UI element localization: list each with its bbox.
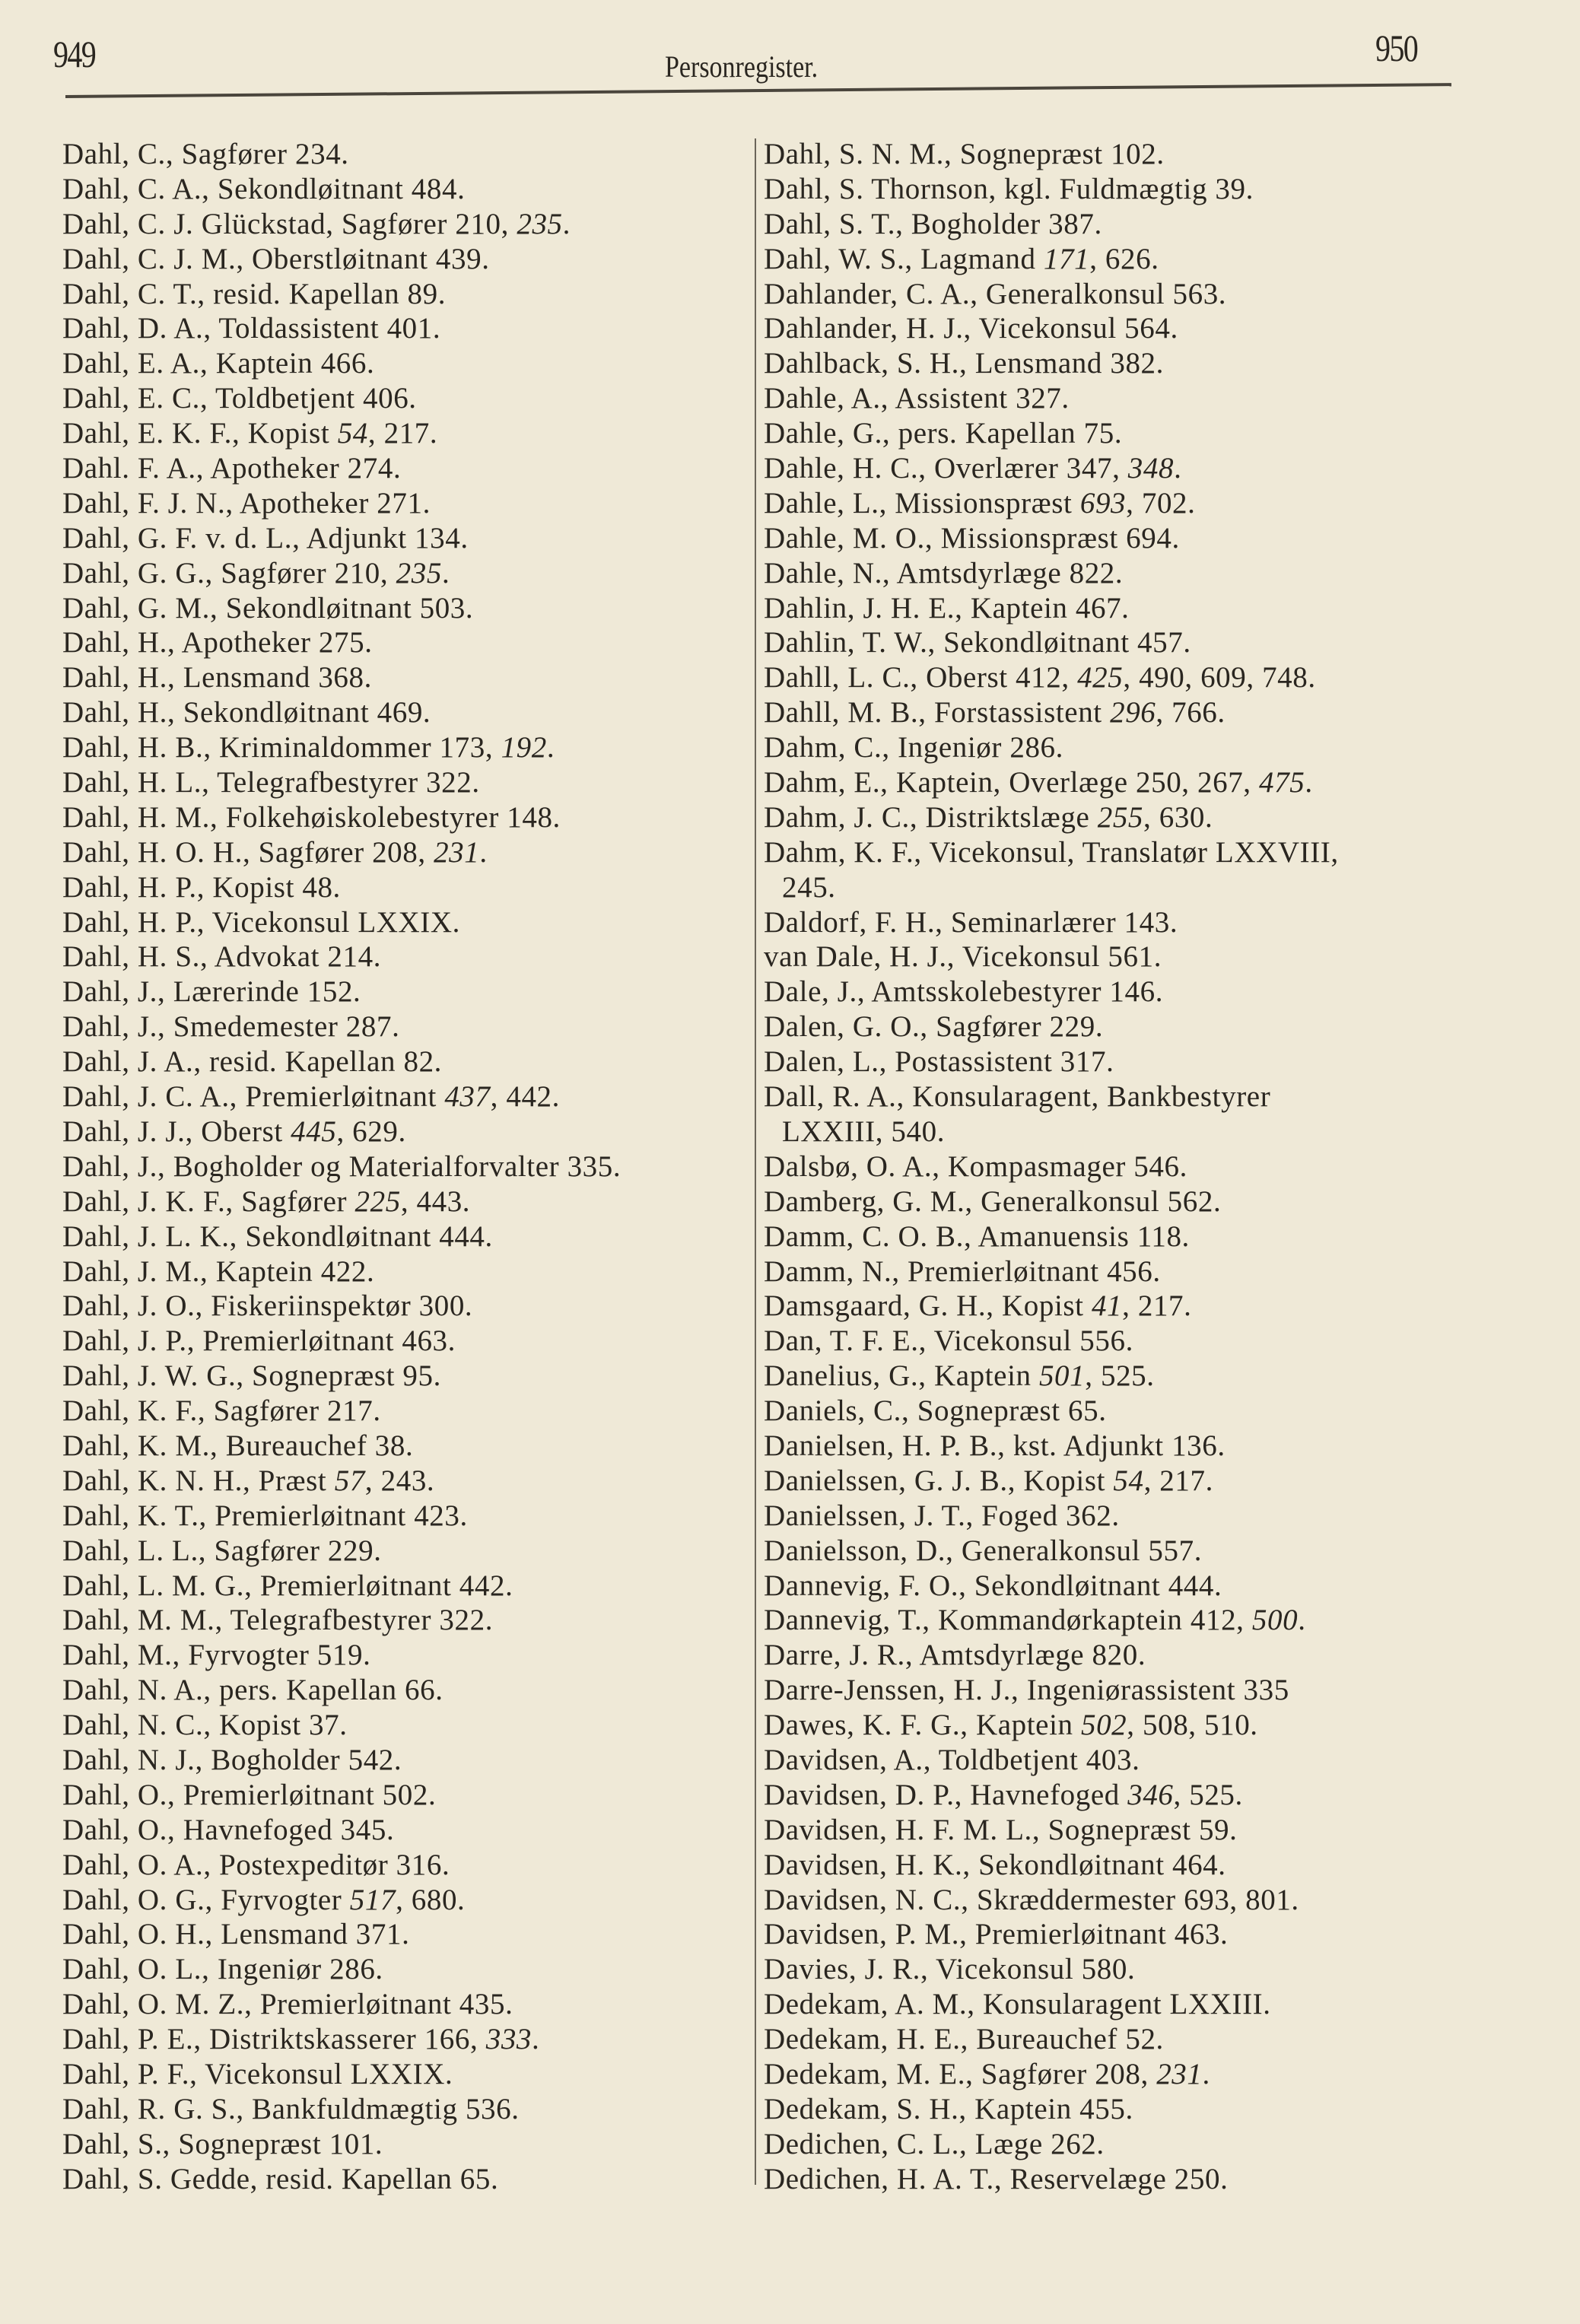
register-entry (764, 1394, 1540, 1429)
register-entry (62, 1429, 747, 1464)
entry-text: Dahm, E., Kaptein, Overlæge 250, 267, (764, 766, 1260, 800)
register-entry (62, 1184, 747, 1219)
register-entry (62, 451, 747, 486)
entry-text: Davidsen, P. M., Premierløitnant 463. (764, 1918, 1229, 1951)
register-entry (62, 625, 747, 660)
register-entry (62, 1219, 747, 1254)
register-entry (62, 1708, 747, 1743)
register-entry (62, 207, 747, 242)
entry-italic-page-ref: 348 (1127, 452, 1175, 485)
entry-text: Dahl, H. S., Advokat 214. (62, 940, 382, 974)
entry-text: Dahlin, J. H. E., Kaptein 467. (764, 591, 1130, 625)
entry-text: Dahll, L. C., Oberst 412, (764, 661, 1078, 695)
register-entry (764, 1464, 1540, 1499)
entry-text: Dahm, J. C., Distriktslæge (764, 800, 1098, 834)
register-entry (62, 939, 747, 974)
register-entry (62, 277, 747, 312)
entry-text: Dahl, N. A., pers. Kapellan 66. (62, 1674, 443, 1707)
entry-text: Dahl, H. O. H., Sagfører 208, (62, 835, 434, 869)
column-divider (755, 138, 756, 2185)
register-entry (764, 1324, 1540, 1359)
entry-text: van Dale, H. J., Vicekonsul 561. (764, 940, 1162, 974)
entry-text: . (532, 2023, 540, 2056)
register-entry (62, 660, 747, 695)
register-entry (764, 1009, 1540, 1044)
entry-text: . (1305, 766, 1313, 800)
entry-text: Dahl, M. M., Telegrafbestyrer 322. (62, 1604, 494, 1637)
entry-italic-page-ref: 693 (1079, 486, 1127, 520)
register-entry (764, 277, 1540, 312)
entry-text: Dedekam, H. E., Bureauchef 52. (764, 2023, 1164, 2056)
entry-text: Damm, N., Premierløitnant 456. (764, 1254, 1161, 1288)
register-entry (62, 1499, 747, 1534)
entry-text: Dahl, F. J. N., Apotheker 271. (62, 486, 431, 520)
register-entry (62, 2057, 747, 2092)
register-entry (62, 1044, 747, 1079)
register-entry (764, 2162, 1540, 2197)
register-entry (764, 137, 1540, 172)
entry-text: Dahl, C. J. M., Oberstløitnant 439. (62, 242, 490, 275)
entry-italic-page-ref: 517 (349, 1883, 396, 1916)
register-entry (62, 1673, 747, 1708)
register-entry (764, 800, 1540, 835)
entry-text: Dahl, H., Apotheker 275. (62, 626, 373, 660)
entry-text: . (562, 207, 571, 240)
entry-text: Dalen, L., Postassistent 317. (764, 1045, 1114, 1079)
entry-italic-page-ref: 346 (1127, 1778, 1174, 1811)
register-entry (764, 974, 1540, 1009)
register-entry (62, 346, 747, 381)
entry-text: Dahl, C., Sagfører 234. (62, 138, 349, 170)
register-entry (62, 800, 747, 835)
entry-italic-page-ref: 425 (1077, 661, 1124, 695)
entry-text: Dahle, M. O., Missionspræst 694. (764, 521, 1180, 555)
register-entry (764, 905, 1540, 940)
page-number-right: 950 (1375, 27, 1418, 69)
entry-text: Dahl, E. A., Kaptein 466. (62, 347, 375, 380)
entry-text: Danielssen, G. J. B., Kopist (764, 1464, 1114, 1497)
register-entry (62, 2022, 747, 2057)
register-entry (764, 2092, 1540, 2127)
register-entry (764, 2127, 1540, 2162)
entry-text: Dahl, O., Havnefoged 345. (62, 1813, 395, 1846)
entry-text: Dahl, E. K. F., Kopist (62, 417, 338, 450)
entry-text: Dahl, S. T., Bogholder 387. (764, 207, 1102, 240)
register-entry (62, 2127, 747, 2162)
entry-text: Dahm, K. F., Vicekonsul, Translatør LXXVIII, (764, 835, 1339, 869)
entry-text: Dahle, G., pers. Kapellan 75. (764, 417, 1123, 450)
register-entry (62, 137, 747, 172)
entry-text: Dahl, J., Lærerinde 152. (62, 975, 361, 1009)
entry-text: , 243. (364, 1464, 435, 1497)
entry-text: . (1202, 2057, 1210, 2090)
register-entry (764, 1289, 1540, 1324)
register-entry (62, 1743, 747, 1778)
entry-text: Damm, C. O. B., Amanuensis 118. (764, 1219, 1190, 1253)
entry-text: Dahl, G. G., Sagfører 210, (62, 556, 396, 590)
entry-text: Dahl, S. N. M., Sognepræst 102. (764, 138, 1165, 170)
register-entry (764, 311, 1540, 346)
entry-text: Dale, J., Amtsskolebestyrer 146. (764, 975, 1164, 1009)
entry-text: , 630. (1143, 800, 1213, 834)
running-title: Personregister. (665, 49, 819, 84)
register-entry (764, 1359, 1540, 1394)
entry-text: Dahl, P. F., Vicekonsul LXXIX. (62, 2057, 453, 2090)
register-entry (764, 1149, 1540, 1184)
entry-text: . (546, 731, 555, 765)
entry-text: Dahlback, S. H., Lensmand 382. (764, 347, 1164, 380)
register-entry-continuation (764, 1114, 1540, 1149)
register-entry (764, 1499, 1540, 1534)
entry-text: Dahl, J., Smedemester 287. (62, 1010, 400, 1044)
register-entry (62, 1079, 747, 1114)
register-entry (764, 625, 1540, 660)
register-entry (764, 695, 1540, 730)
register-entry (764, 1429, 1540, 1464)
entry-text: Dahl, K. N. H., Præst (62, 1464, 335, 1497)
entry-text: Davidsen, H. K., Sekondløitnant 464. (764, 1848, 1226, 1881)
entry-text: Davidsen, A., Toldbetjent 403. (764, 1743, 1140, 1776)
left-column (62, 137, 747, 2197)
entry-text: Dahl, J. L. K., Sekondløitnant 444. (62, 1219, 493, 1253)
register-entry (764, 1079, 1540, 1114)
entry-text: Daldorf, F. H., Seminarlærer 143. (764, 905, 1178, 939)
register-entry (62, 1987, 747, 2022)
entry-text: LXXIII, 540. (782, 1114, 946, 1148)
entry-text: Dedichen, C. L., Læge 262. (764, 2127, 1105, 2160)
entry-text: Dahl, H., Sekondløitnant 469. (62, 696, 431, 730)
register-entry (62, 1883, 747, 1918)
entry-italic-page-ref: 54 (337, 417, 368, 450)
entry-text: Dahle, L., Missionspræst (764, 486, 1080, 520)
entry-text: Dedekam, S. H., Kaptein 455. (764, 2092, 1133, 2125)
entry-text: Dahl, S. Gedde, resid. Kapellan 65. (62, 2162, 499, 2195)
entry-text: Dahl, M., Fyrvogter 519. (62, 1639, 371, 1672)
register-entry (764, 1778, 1540, 1813)
register-entry (764, 1569, 1540, 1604)
entry-text: Dahl, J. A., resid. Kapellan 82. (62, 1045, 443, 1079)
register-entry (764, 1848, 1540, 1883)
entry-italic-page-ref: 501 (1038, 1359, 1086, 1393)
entry-text: Dahl, O., Premierløitnant 502. (62, 1778, 437, 1811)
register-entry (62, 591, 747, 626)
entry-text: Dahl, L. M. G., Premierløitnant 442. (62, 1569, 513, 1602)
register-entry (62, 695, 747, 730)
entry-text: Dahl, H. L., Telegrafbestyrer 322. (62, 766, 480, 800)
entry-text: Dahl, H. P., Vicekonsul LXXIX. (62, 905, 460, 939)
register-entry (764, 486, 1540, 521)
entry-text: Dahl, H. M., Folkehøiskolebestyrer 148. (62, 800, 561, 834)
entry-text: Dahl. F. A., Apotheker 274. (62, 452, 402, 485)
register-entry (764, 416, 1540, 451)
entry-text: Dahl, N. J., Bogholder 542. (62, 1743, 402, 1776)
register-entry (62, 172, 747, 207)
entry-text: Dahl, O. M. Z., Premierløitnant 435. (62, 1988, 513, 2021)
entry-text: , 217. (1143, 1464, 1213, 1497)
entry-text: Dahl, J. J., Oberst (62, 1114, 291, 1148)
entry-text: Davidsen, D. P., Havnefoged (764, 1778, 1128, 1811)
register-entry-continuation (764, 870, 1540, 905)
register-entry (62, 556, 747, 591)
entry-italic-page-ref: 231 (434, 835, 480, 869)
entry-text: Dahl, C. J. Glückstad, Sagfører 210, (62, 207, 517, 240)
entry-text: , 626. (1089, 242, 1159, 275)
register-entry (764, 2057, 1540, 2092)
entry-text: Dahl, K. F., Sagfører 217. (62, 1394, 381, 1428)
register-entry (62, 1009, 747, 1044)
entry-text: Dahl, J., Bogholder og Materialforvalter 335. (62, 1149, 622, 1183)
entry-text: Danelius, G., Kaptein (764, 1359, 1039, 1393)
register-entry (62, 974, 747, 1009)
entry-text: . (479, 835, 488, 869)
register-entry (764, 730, 1540, 765)
entry-text: Dahl, H. B., Kriminaldommer 173, (62, 731, 501, 765)
entry-text: Dahlander, H. J., Vicekonsul 564. (764, 312, 1178, 345)
entry-text: Dahm, C., Ingeniør 286. (764, 731, 1063, 765)
register-entry (62, 1952, 747, 1987)
entry-text: Dahl, C. T., resid. Kapellan 89. (62, 277, 447, 310)
register-entry (62, 835, 747, 870)
entry-italic-page-ref: 255 (1097, 800, 1144, 834)
register-entry (764, 1673, 1540, 1708)
register-entry (764, 556, 1540, 591)
entry-text: Dahl, R. G. S., Bankfuldmægtig 536. (62, 2092, 520, 2125)
entry-italic-page-ref: 333 (485, 2023, 532, 2056)
register-entry (62, 1534, 747, 1569)
register-entry (62, 1569, 747, 1604)
entry-text: Dahlander, C. A., Generalkonsul 563. (764, 277, 1227, 310)
register-entry (764, 207, 1540, 242)
register-entry (764, 1883, 1540, 1918)
entry-text: Dahle, A., Assistent 327. (764, 382, 1070, 415)
entry-text: Dahl, J. K. F., Sagfører (62, 1184, 355, 1218)
entry-text: Dahl, K. M., Bureauchef 38. (62, 1429, 414, 1462)
register-entry (62, 311, 747, 346)
entry-italic-page-ref: 445 (291, 1114, 337, 1148)
header-rule (65, 83, 1451, 98)
entry-text: Dahl, P. E., Distriktskasserer 166, (62, 2023, 486, 2056)
register-entry (62, 765, 747, 800)
entry-text: Dahl, J. P., Premierløitnant 463. (62, 1324, 456, 1358)
register-entry (764, 1708, 1540, 1743)
entry-text: , 217. (367, 417, 438, 450)
entry-text: Dan, T. F. E., Vicekonsul 556. (764, 1324, 1133, 1358)
entry-text: Dedekam, A. M., Konsularagent LXXIII. (764, 1988, 1271, 2021)
register-entry (764, 1603, 1540, 1638)
entry-text: Dahle, H. C., Overlærer 347, (764, 452, 1128, 485)
entry-text: , 525. (1085, 1359, 1155, 1393)
entry-italic-page-ref: 57 (334, 1464, 365, 1497)
entry-text: , 702. (1126, 486, 1196, 520)
entry-text: , 508, 510. (1127, 1709, 1258, 1742)
register-entry (764, 1813, 1540, 1848)
entry-text: . (1174, 452, 1182, 485)
entry-text: Dahl, O. G., Fyrvogter (62, 1883, 350, 1916)
entry-text: Danielssen, J. T., Foged 362. (764, 1499, 1120, 1532)
entry-text: Dawes, K. F. G., Kaptein (764, 1709, 1081, 1742)
register-entry (62, 521, 747, 556)
register-entry (62, 1778, 747, 1813)
register-entry (62, 1114, 747, 1149)
entry-text: Danielsson, D., Generalkonsul 557. (764, 1534, 1203, 1567)
entry-text: , 442. (490, 1080, 560, 1114)
entry-text: Dahl, O. H., Lensmand 371. (62, 1918, 410, 1951)
entry-text: Dahl, G. M., Sekondløitnant 503. (62, 591, 474, 625)
register-entry (764, 381, 1540, 416)
entry-text: Daniels, C., Sognepræst 65. (764, 1394, 1107, 1428)
register-entry (62, 1324, 747, 1359)
entry-text: Dalen, G. O., Sagfører 229. (764, 1010, 1104, 1044)
entry-text: , 490, 609, 748. (1123, 661, 1316, 695)
register-entry (764, 1743, 1540, 1778)
entry-italic-page-ref: 192 (501, 731, 547, 765)
entry-italic-page-ref: 500 (1251, 1604, 1299, 1637)
register-entry (62, 905, 747, 940)
register-entry (62, 870, 747, 905)
entry-text: Dahl, H., Lensmand 368. (62, 661, 372, 695)
page-number-left: 949 (53, 33, 96, 75)
entry-text: Dahl, L. L., Sagfører 229. (62, 1534, 382, 1567)
register-entry (62, 1254, 747, 1289)
register-entry (764, 1638, 1540, 1673)
entry-text: , 525. (1173, 1778, 1243, 1811)
entry-text: 245. (782, 870, 836, 904)
entry-italic-page-ref: 171 (1043, 242, 1090, 275)
entry-italic-page-ref: 296 (1110, 696, 1156, 730)
entry-text: Dahle, N., Amtsdyrlæge 822. (764, 556, 1124, 590)
register-entry (764, 521, 1540, 556)
entry-italic-page-ref: 502 (1080, 1709, 1127, 1742)
entry-text: Dannevig, F. O., Sekondløitnant 444. (764, 1569, 1222, 1602)
entry-text: Dahll, M. B., Forstassistent (764, 696, 1111, 730)
register-entry (764, 1044, 1540, 1079)
register-entry (62, 1289, 747, 1324)
register-entry (764, 1987, 1540, 2022)
register-entry (764, 939, 1540, 974)
register-entry (764, 1534, 1540, 1569)
entry-text: Dahl, S. Thornson, kgl. Fuldmægtig 39. (764, 172, 1254, 205)
register-entry (62, 1394, 747, 1429)
register-entry (764, 1952, 1540, 1987)
entry-text: Dahl, W. S., Lagmand (764, 242, 1044, 275)
register-entry (764, 1219, 1540, 1254)
entry-text: Dedekam, M. E., Sagfører 208, (764, 2057, 1157, 2090)
entry-text: Danielsen, H. P. B., kst. Adjunkt 136. (764, 1429, 1226, 1462)
register-entry (62, 2092, 747, 2127)
entry-italic-page-ref: 225 (354, 1184, 401, 1218)
entry-italic-page-ref: 235 (396, 556, 442, 590)
entry-text: , 443. (400, 1184, 471, 1218)
register-entry (764, 2022, 1540, 2057)
register-entry (764, 451, 1540, 486)
register-entry (764, 591, 1540, 626)
register-entry (62, 1359, 747, 1394)
entry-text: Dall, R. A., Konsularagent, Bankbestyrer (764, 1080, 1271, 1114)
register-entry (764, 835, 1540, 870)
register-entry (62, 242, 747, 277)
entry-text: Dahlin, T. W., Sekondløitnant 457. (764, 626, 1191, 660)
register-entry (764, 1254, 1540, 1289)
register-entry (62, 381, 747, 416)
entry-text: , 680. (396, 1883, 466, 1916)
entry-text: Davidsen, H. F. M. L., Sognepræst 59. (764, 1813, 1238, 1846)
entry-italic-page-ref: 41 (1091, 1289, 1123, 1323)
entry-text: , 629. (336, 1114, 406, 1148)
entry-text: Darre, J. R., Amtsdyrlæge 820. (764, 1639, 1146, 1672)
entry-italic-page-ref: 437 (444, 1080, 491, 1114)
entry-text: Dahl, J. M., Kaptein 422. (62, 1254, 375, 1288)
entry-text: Dahl, E. C., Toldbetjent 406. (62, 382, 417, 415)
entry-text: Dahl, J. W. G., Sognepræst 95. (62, 1359, 441, 1393)
entry-text: . (441, 556, 450, 590)
entry-italic-page-ref: 475 (1259, 766, 1305, 800)
entry-text: Davidsen, N. C., Skræddermester 693, 801. (764, 1883, 1299, 1916)
entry-text: , 766. (1156, 696, 1226, 730)
entry-text: Dahl, G. F. v. d. L., Adjunkt 134. (62, 521, 469, 555)
register-entry (62, 1917, 747, 1952)
entry-text: Dannevig, T., Kommandørkaptein 412, (764, 1604, 1252, 1637)
entry-text: , 217. (1122, 1289, 1192, 1323)
entry-text: Dahl, J. O., Fiskeriinspektør 300. (62, 1289, 473, 1323)
entry-italic-page-ref: 235 (517, 207, 563, 240)
entry-text: Damberg, G. M., Generalkonsul 562. (764, 1184, 1222, 1218)
entry-italic-page-ref: 54 (1113, 1464, 1144, 1497)
register-entry (62, 1149, 747, 1184)
entry-text: Damsgaard, G. H., Kopist (764, 1289, 1092, 1323)
register-entry (764, 172, 1540, 207)
register-entry (764, 346, 1540, 381)
right-column (764, 137, 1540, 2197)
register-entry (62, 1603, 747, 1638)
register-entry (62, 2162, 747, 2197)
register-entry (62, 1638, 747, 1673)
register-entry (764, 660, 1540, 695)
entry-text: . (1298, 1604, 1306, 1637)
entry-text: Dedichen, H. A. T., Reservelæge 250. (764, 2162, 1229, 2195)
register-entry (764, 1917, 1540, 1952)
register-entry (62, 1464, 747, 1499)
entry-text: Dahl, C. A., Sekondløitnant 484. (62, 172, 466, 205)
register-entry (62, 486, 747, 521)
entry-text: Dahl, K. T., Premierløitnant 423. (62, 1499, 468, 1532)
entry-text: Dahl, N. C., Kopist 37. (62, 1709, 348, 1742)
entry-text: Dalsbø, O. A., Kompasmager 546. (764, 1149, 1187, 1183)
entry-italic-page-ref: 231 (1156, 2057, 1203, 2090)
register-entry (62, 1848, 747, 1883)
register-entry (764, 1184, 1540, 1219)
entry-text: Dahl, H. P., Kopist 48. (62, 870, 341, 904)
entry-text: Dahl, D. A., Toldassistent 401. (62, 312, 441, 345)
entry-text: Dahl, O. A., Postexpeditør 316. (62, 1848, 450, 1881)
entry-text: Dahl, S., Sognepræst 101. (62, 2127, 383, 2160)
register-entry (764, 242, 1540, 277)
register-entry (62, 1813, 747, 1848)
register-entry (62, 730, 747, 765)
entry-text: Davies, J. R., Vicekonsul 580. (764, 1953, 1136, 1986)
register-entry (62, 416, 747, 451)
register-entry (764, 765, 1540, 800)
entry-text: Dahl, J. C. A., Premierløitnant (62, 1080, 445, 1114)
entry-text: Dahl, O. L., Ingeniør 286. (62, 1953, 383, 1986)
entry-text: Darre-Jenssen, H. J., Ingeniørassistent 335 (764, 1674, 1289, 1707)
